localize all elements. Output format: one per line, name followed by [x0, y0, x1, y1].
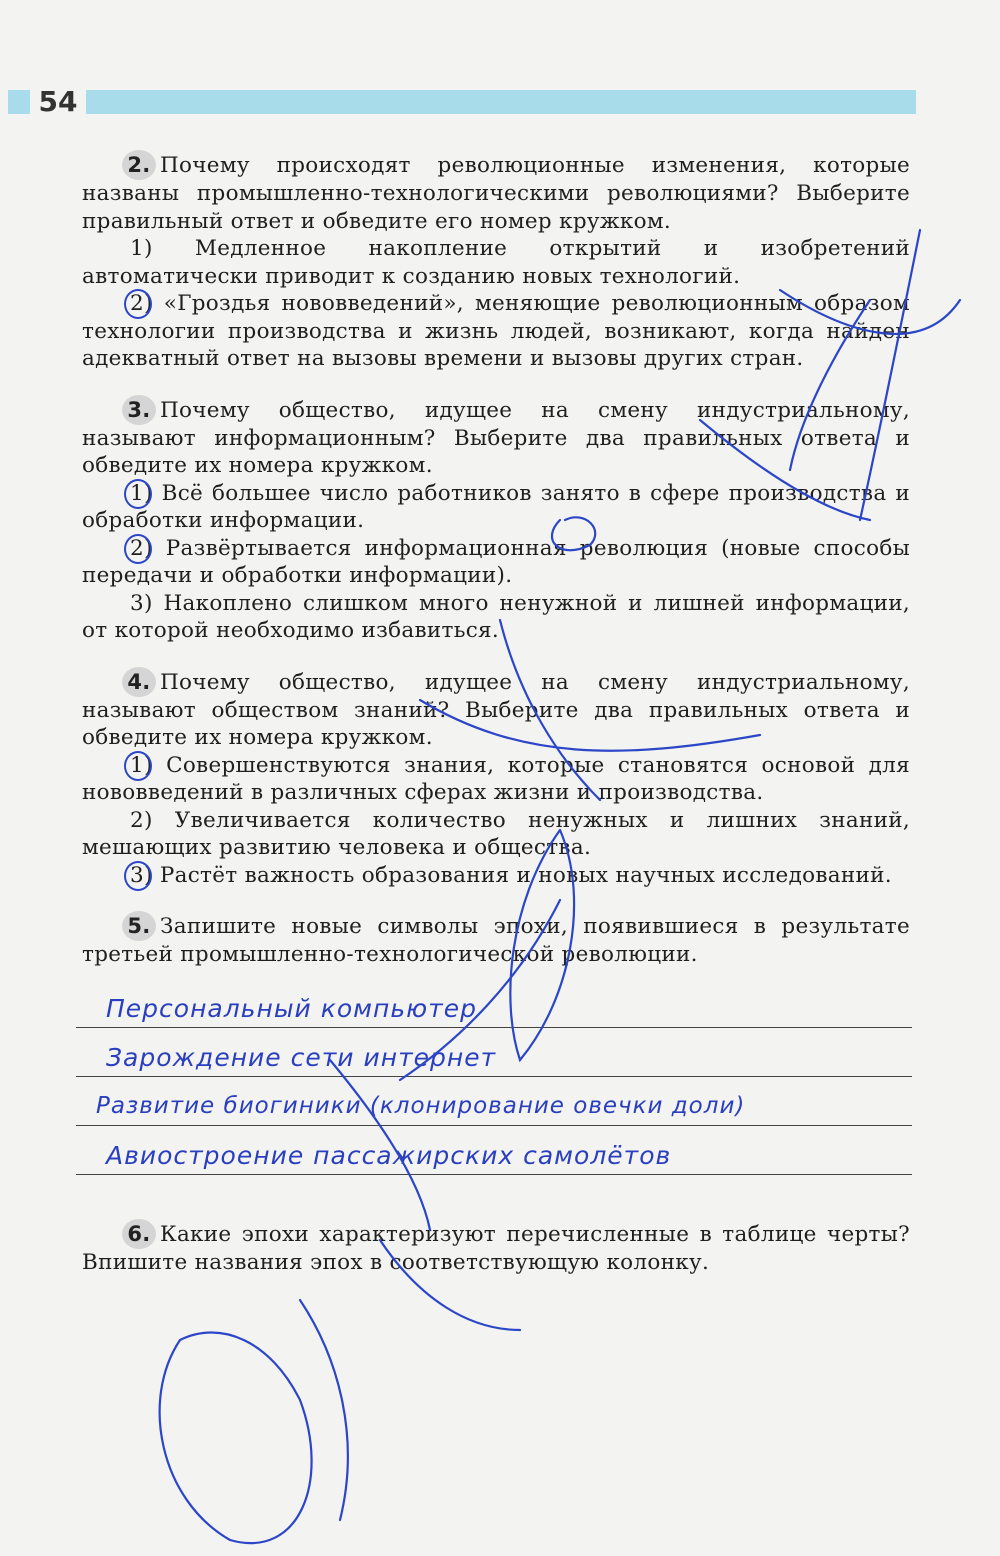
answer-option-selected[interactable] — [82, 290, 910, 373]
answer-line[interactable] — [76, 979, 912, 1028]
option-text: Развёртывается информационная революция (новые способы передачи и обработки информации). — [82, 535, 910, 588]
answer-option-selected[interactable] — [82, 752, 910, 807]
answer-line[interactable] — [76, 1077, 912, 1126]
answer-option-selected[interactable] — [82, 862, 910, 890]
task-number-badge: 4. — [122, 667, 156, 697]
task-question: Почему общество, идущее на смену индустриальному, называют информационным? Выберите два правильных ответа и обведите их номера кружком. — [82, 397, 910, 478]
option-text: Растёт важность образования и новых научных исследований. — [159, 862, 892, 888]
option-number: 2) — [130, 807, 153, 833]
handwritten-answer: Авиостроение пассажирских самолётов — [106, 1141, 672, 1170]
answer-line[interactable] — [76, 1126, 912, 1175]
answer-option-selected[interactable] — [82, 480, 910, 535]
task-number-badge: 5. — [122, 911, 156, 941]
page-header-band — [8, 90, 916, 114]
answer-option[interactable] — [82, 235, 910, 290]
answer-option[interactable] — [82, 807, 910, 862]
option-number-circled: 1) — [130, 752, 153, 778]
handwritten-answer: Зарождение сети интернет — [106, 1043, 497, 1072]
answer-line[interactable] — [76, 1028, 912, 1077]
task-question: Почему общество, идущее на смену индустриальному, называют обществом знаний? Выберите два правильных ответа и обведите их номера кружком. — [82, 669, 910, 750]
answer-lines — [82, 979, 910, 1175]
option-text: «Гроздья нововведений», меняющие революционным образом технологии производства и жизнь людей, возникают, когда найден адекватный ответ на вызовы времени и вызовы других стран. — [82, 291, 911, 371]
task-question: Запишите новые символы эпохи, появившиеся в результате третьей промышленно-технологической революции. — [82, 914, 910, 967]
task-6 — [82, 1219, 910, 1277]
option-number: 1) — [130, 236, 153, 261]
option-text: Всё большее число работников занято в сфере производства и обработки информации. — [82, 480, 910, 533]
task-number-badge: 3. — [122, 395, 156, 425]
option-number-circled: 3) — [130, 862, 153, 888]
task-5 — [82, 911, 910, 1175]
handwritten-answer: Развитие биогиники (клонирование овечки доли) — [96, 1093, 746, 1119]
handwritten-answer: Персональный компьютер — [106, 994, 477, 1023]
answer-option-selected[interactable] — [82, 535, 910, 590]
workbook-content — [82, 150, 910, 1298]
option-number-circled: 1) — [130, 480, 153, 506]
task-number-badge: 2. — [122, 150, 156, 180]
option-text: Медленное накопление открытий и изобретений автоматически приводит к созданию новых технологий. — [82, 236, 910, 289]
option-text: Увеличивается количество ненужных и лишних знаний, мешающих развитию человека и общества. — [82, 807, 911, 860]
pen-stroke — [160, 1333, 312, 1544]
page-number: 54 — [30, 84, 86, 120]
option-number-circled: 2) — [130, 535, 153, 561]
task-question: Какие эпохи характеризуют перечисленные в таблице черты? Впишите названия эпох в соответствующую колонку. — [82, 1221, 910, 1275]
option-text: Совершенствуются знания, которые становятся основой для нововведений в различных сферах жизни и производства. — [82, 752, 910, 805]
option-number-circled: 2) — [130, 291, 153, 316]
task-number-badge: 6. — [122, 1219, 156, 1249]
task-3 — [82, 395, 910, 645]
pen-stroke — [300, 1300, 348, 1520]
option-number: 3) — [130, 590, 153, 616]
option-text: Накоплено слишком много ненужной и лишней информации, от которой необходимо избавиться. — [82, 590, 910, 643]
answer-option[interactable] — [82, 590, 910, 645]
task-2 — [82, 150, 910, 373]
task-4 — [82, 667, 910, 890]
task-question: Почему происходят революционные изменения, которые названы промышленно-технологическими революциями? Выберите правильный ответ и обведите его номер кружком. — [82, 153, 910, 234]
